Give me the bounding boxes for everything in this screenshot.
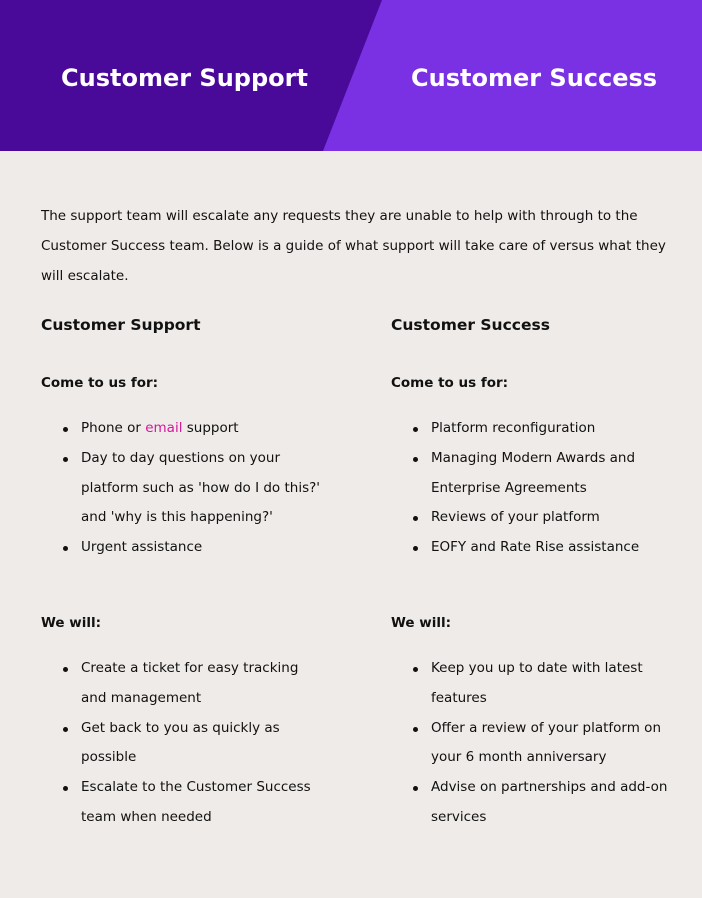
support-come-label: Come to us for:	[41, 375, 159, 391]
success-column-title: Customer Success	[391, 316, 550, 334]
list-item	[41, 414, 321, 444]
list-item: Escalate to the Customer Success team when needed	[41, 773, 321, 833]
list-item: Advise on partnerships and add-on services	[391, 773, 671, 833]
list-item: Get back to you as quickly as possible	[41, 714, 321, 774]
support-column	[41, 310, 331, 825]
support-will-list	[41, 654, 331, 833]
list-item-text: support	[182, 420, 239, 436]
support-will-label: We will:	[41, 615, 102, 631]
success-come-label: Come to us for:	[391, 375, 509, 391]
list-item: EOFY and Rate Rise assistance	[391, 533, 671, 563]
list-item: Managing Modern Awards and Enterprise Agreements	[391, 444, 671, 504]
success-will-label: We will:	[391, 615, 452, 631]
list-item-text: Phone or	[81, 420, 146, 436]
list-item: Urgent assistance	[41, 533, 321, 563]
email-link[interactable]: email	[145, 420, 183, 436]
list-item: Offer a review of your platform on your 6 month anniversary	[391, 714, 671, 774]
support-come-list	[41, 414, 331, 563]
intro-paragraph: The support team will escalate any requests they are unable to help with through to the Customer Success team. Below is a guide of what support will take care of versus what they will escalate.	[41, 208, 666, 284]
list-item: Create a ticket for easy tracking and management	[41, 654, 321, 714]
header-banner	[0, 0, 702, 151]
list-item: Day to day questions on your platform such as 'how do I do this?' and 'why is this happening?'	[41, 444, 321, 533]
list-item: Platform reconfiguration	[391, 414, 671, 444]
banner-title-success: Customer Success	[411, 64, 658, 92]
list-item: Keep you up to date with latest features	[391, 654, 671, 714]
success-come-list	[391, 414, 681, 563]
banner-title-support: Customer Support	[61, 64, 308, 92]
success-column	[391, 310, 681, 825]
support-column-title: Customer Support	[41, 316, 201, 334]
success-will-list	[391, 654, 681, 833]
list-item: Reviews of your platform	[391, 503, 671, 533]
